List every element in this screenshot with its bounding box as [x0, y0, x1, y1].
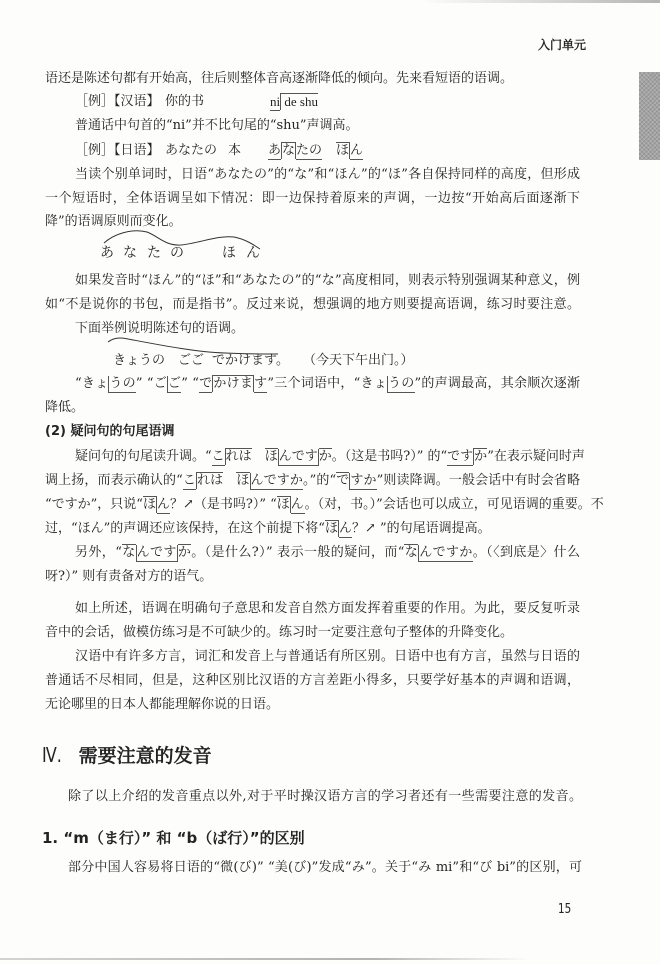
paragraph-line: 汉语中有许多方言，词汇和发音上与普通话有所区别。日语中也有方言，虽然与日语的 — [75, 649, 580, 664]
example-word: 你的书 — [165, 94, 205, 109]
pitch-accent-mark: んですか — [419, 545, 473, 560]
pitch-accent-mark: ni — [270, 94, 281, 109]
pitch-accent-mark: ほ — [276, 497, 290, 512]
example-label: ［例］【日语】 — [75, 143, 160, 158]
section-heading — [42, 742, 212, 768]
figure-translation: （今天下午出门。） — [303, 353, 414, 368]
paragraph-line: “きょうの” “ごご” “でかけます”三个词语中，“きょうの”的声调最高，其余顺次逐渐 — [75, 376, 580, 391]
figure-kana: あ — [100, 245, 114, 261]
figure-kana: な — [123, 245, 137, 261]
pitch-accent-mark: たの — [296, 143, 323, 158]
pitch-accent-mark: こ — [211, 449, 225, 464]
paragraph-line: 如上所述，语调在明确句子意思和发音自然方面发挥着重要的作用。为此，要反复听录 — [75, 601, 580, 616]
pitch-accent-mark: な — [121, 545, 136, 560]
paragraph-line: 音中的会话，做模仿练习是不可缺少的。练习时一定要注意句子整体的升降变化。 — [45, 625, 514, 640]
paragraph-line: 当读个别单词时，日语“あなたの”的“な”和“ほん”的“ほ”各自保持同样的高度，但形成 — [75, 167, 580, 182]
pitch-accent-mark: ほ — [324, 521, 338, 536]
running-header: 入门单元 — [538, 38, 587, 52]
figure-kana: た — [147, 245, 161, 261]
paragraph-line: 普通话不尽相同，但是，这种区别比汉语的方言差距小得多，只要学好基本的声调和语调， — [45, 673, 580, 688]
subheading-question-intonation: (2) 疑问句的句尾语调 — [45, 424, 175, 439]
example-label: ［例］【汉语】 — [75, 94, 160, 109]
paragraph-line: 一个短语时，全体语调呈如下情况：即一边保持着原来的声调，一边按“开始高后面逐渐下 — [45, 191, 580, 206]
pitch-accent-mark: ん — [350, 143, 364, 158]
paragraph-line: 降低。 — [45, 400, 85, 415]
pitch-accent-mark: ご — [167, 376, 182, 391]
paragraph-line: 部分中国人容易将日语的“微(び)” “美(び)”发成“み”。关于“み mi”和“び bi”的区别，可 — [68, 860, 582, 875]
pitch-accent-mark: です — [447, 449, 474, 464]
pitch-accent-mark: か — [318, 449, 332, 464]
example-word-2: 本 — [228, 143, 242, 158]
pitch-accent-mark: ほ — [236, 473, 250, 488]
paragraph-line: “ですか”，只说“ほん？↗（是书吗?）” “ほん。（对，书。）”会话也可以成立，可见语调的重要。不 — [45, 497, 604, 512]
paragraph-line: 下面举例说明陈述句的语调。 — [75, 321, 245, 336]
pitch-accent-mark: うの — [388, 376, 415, 391]
pitch-accent-mark: うの — [109, 376, 136, 391]
pitch-accent-mark: ほ — [336, 143, 350, 158]
pitch-accent-mark: ん — [290, 497, 305, 512]
paragraph-line: 疑问句的句尾读升调。“これは ほんですか。（这是书吗?）” 的“ですか”在表示疑问时声 — [75, 449, 585, 464]
pitch-accent-mark: な — [282, 143, 296, 158]
paragraph-line: 降”的语调原则而变化。 — [45, 214, 182, 229]
pitch-accent-mark: あ — [268, 143, 282, 158]
paragraph-line: 无论哪里的日本人都能理解你说的日语。 — [45, 697, 280, 712]
section-number: Ⅳ. — [42, 743, 62, 767]
pitch-accent-mark: ん — [338, 521, 352, 536]
page-number: 15 — [558, 902, 572, 917]
pitch-accent-mark: すか — [350, 473, 377, 488]
figure-word: きょうの — [113, 353, 166, 368]
pitch-accent-mark: で — [336, 473, 350, 488]
paragraph-line: 另外，“なんですか。（是什么?）” 表示一般的疑问，而“なんですか。（〈到底是〉什么 — [75, 545, 580, 560]
paragraph-line: 呀?）” 则有责备对方的语气。 — [45, 569, 213, 584]
paragraph-line: 调上扬，而表示确认的“これは ほんですか。”的“ですか”则读降调。一般会话中有时会省略 — [45, 473, 580, 488]
pitch-accent-mark: か — [474, 449, 488, 464]
pitch-accent-mark: す — [254, 376, 268, 391]
pitch-accent-mark: ん — [156, 497, 170, 512]
pitch-accent-mark: か — [177, 545, 192, 560]
pitch-accent-mark: れは — [225, 449, 252, 464]
pitch-accent-mark: de shu — [281, 94, 318, 109]
paragraph-line: 除了以上介绍的发音重点以外,对于平时操汉语方言的学习者还有一些需要注意的发音。 — [68, 789, 582, 804]
pitch-accent-mark: ほ — [142, 497, 156, 512]
pitch-accent-mark: こ — [182, 473, 197, 488]
pitch-accent-mark: れは — [197, 473, 224, 488]
figure-kana: ん — [246, 245, 260, 261]
pitch-accent-mark: な — [404, 545, 419, 560]
paragraph-line: 如果发音时“ほん”的“ほ”和“あなたの”的“な”高度相同，则表示特别强调某种意义，例 — [75, 273, 580, 288]
pitch-accent-mark: かけま — [213, 376, 254, 391]
figure-word: ごご — [178, 353, 205, 368]
pitch-accent-mark: で — [198, 376, 213, 391]
pitch-accent-mark: んです — [278, 449, 318, 464]
subsection-heading: 1. “m（ま行）” 和 “b（ば行）”的区别 — [42, 829, 305, 847]
pitch-accent-mark: ほ — [264, 449, 278, 464]
example-word: あなたの — [165, 143, 218, 158]
pitch-accent-mark: んですか — [250, 473, 303, 488]
paragraph-line: 普通话中句首的“ni”并不比句尾的“shu”声调高。 — [75, 118, 359, 133]
pitch-accent-mark: んです — [136, 545, 177, 560]
paragraph-line: 如“不是说你的书包，而是指书”。反过来说，想强调的地方则要提高语调，练习时要注意。 — [45, 297, 580, 312]
figure-kana: の — [170, 245, 184, 261]
paragraph-line: 语还是陈述句都有开始高，往后则整体音高逐渐降低的倾向。先来看短语的语调。 — [45, 71, 514, 86]
figure-kana: ほ — [222, 245, 236, 261]
paragraph-line: 过，“ほん”的声调还应该保持，在这个前提下将“ほん？↗ ”的句尾语调提高。 — [45, 521, 491, 536]
section-title: 需要注意的发音 — [78, 745, 212, 767]
figure-word: でかけます。 — [212, 353, 289, 368]
